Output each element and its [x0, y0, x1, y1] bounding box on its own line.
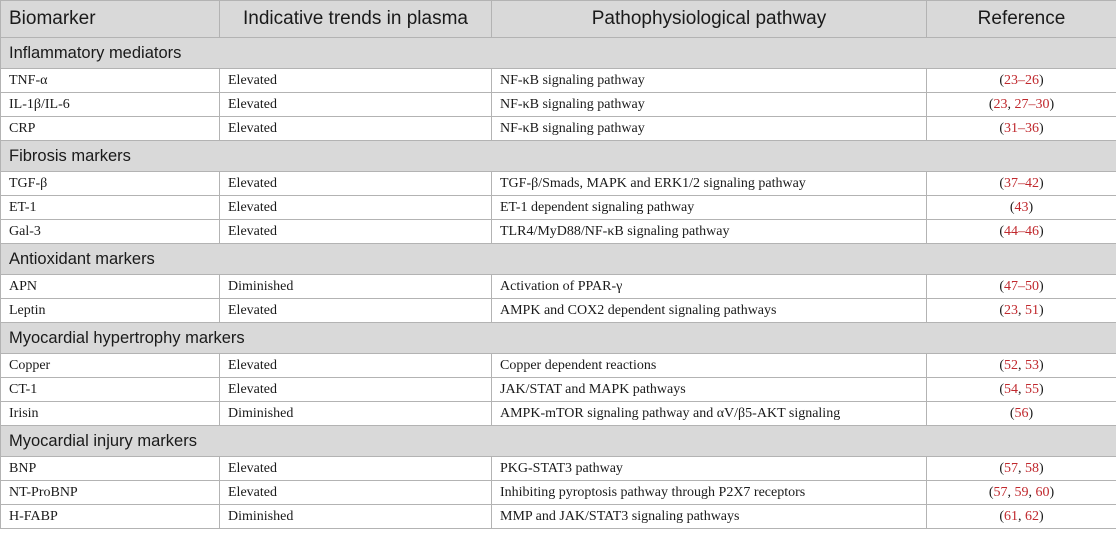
reference-link[interactable]: 44–46: [1004, 223, 1039, 239]
header-pathway: Pathophysiological pathway: [492, 1, 927, 38]
reference-cell: (56): [927, 402, 1116, 426]
section-title: Antioxidant markers: [1, 244, 1116, 275]
biomarker-cell: CRP: [1, 117, 220, 141]
pathway-cell: AMPK-mTOR signaling pathway and αV/β5-AKT signaling: [492, 402, 927, 426]
section-title: Inflammatory mediators: [1, 38, 1116, 69]
table-row: [1, 172, 1116, 196]
table-row: [1, 220, 1116, 244]
table-body: [1, 38, 1116, 529]
section-title: Myocardial hypertrophy markers: [1, 323, 1116, 354]
biomarker-cell: Irisin: [1, 402, 220, 426]
reference-cell: (43): [927, 196, 1116, 220]
pathway-cell: Copper dependent reactions: [492, 354, 927, 378]
reference-link[interactable]: 61: [1004, 508, 1018, 524]
section-row: [1, 141, 1116, 172]
reference-link[interactable]: 51: [1025, 302, 1039, 318]
reference-link[interactable]: 58: [1025, 460, 1039, 476]
pathway-cell: NF-κB signaling pathway: [492, 93, 927, 117]
pathway-cell: NF-κB signaling pathway: [492, 117, 927, 141]
trend-cell: Elevated: [220, 378, 492, 402]
biomarker-cell: H-FABP: [1, 505, 220, 529]
trend-cell: Elevated: [220, 481, 492, 505]
reference-link[interactable]: 23: [1004, 302, 1018, 318]
trend-cell: Elevated: [220, 172, 492, 196]
biomarker-cell: TNF-α: [1, 69, 220, 93]
reference-link[interactable]: 53: [1025, 357, 1039, 373]
pathway-cell: Activation of PPAR-γ: [492, 275, 927, 299]
biomarker-cell: NT-ProBNP: [1, 481, 220, 505]
pathway-cell: MMP and JAK/STAT3 signaling pathways: [492, 505, 927, 529]
header-row: [1, 1, 1116, 38]
trend-cell: Diminished: [220, 275, 492, 299]
reference-cell: (23–26): [927, 69, 1116, 93]
header-biomarker: Biomarker: [1, 1, 220, 38]
trend-cell: Elevated: [220, 299, 492, 323]
trend-cell: Elevated: [220, 354, 492, 378]
table-row: [1, 378, 1116, 402]
table-row: [1, 505, 1116, 529]
table-row: [1, 196, 1116, 220]
trend-cell: Elevated: [220, 196, 492, 220]
reference-cell: (61, 62): [927, 505, 1116, 529]
table-row: [1, 402, 1116, 426]
reference-cell: (47–50): [927, 275, 1116, 299]
table-row: [1, 354, 1116, 378]
trend-cell: Elevated: [220, 457, 492, 481]
biomarker-cell: Gal-3: [1, 220, 220, 244]
table-row: [1, 299, 1116, 323]
biomarker-cell: CT-1: [1, 378, 220, 402]
biomarker-cell: APN: [1, 275, 220, 299]
pathway-cell: NF-κB signaling pathway: [492, 69, 927, 93]
reference-link[interactable]: 31–36: [1004, 120, 1039, 136]
reference-link[interactable]: 23–26: [1004, 72, 1039, 88]
reference-cell: (52, 53): [927, 354, 1116, 378]
pathway-cell: ET-1 dependent signaling pathway: [492, 196, 927, 220]
table-row: [1, 481, 1116, 505]
header-trend: Indicative trends in plasma: [220, 1, 492, 38]
reference-link[interactable]: 54: [1004, 381, 1018, 397]
table-row: [1, 275, 1116, 299]
section-row: [1, 426, 1116, 457]
reference-link[interactable]: 55: [1025, 381, 1039, 397]
biomarker-cell: Copper: [1, 354, 220, 378]
pathway-cell: PKG-STAT3 pathway: [492, 457, 927, 481]
reference-link[interactable]: 23: [993, 96, 1008, 112]
table-row: [1, 457, 1116, 481]
biomarker-cell: TGF-β: [1, 172, 220, 196]
reference-link[interactable]: 57: [1004, 460, 1018, 476]
reference-cell: (57, 58): [927, 457, 1116, 481]
section-title: Myocardial injury markers: [1, 426, 1116, 457]
trend-cell: Diminished: [220, 402, 492, 426]
pathway-cell: TLR4/MyD88/NF-κB signaling pathway: [492, 220, 927, 244]
biomarker-cell: Leptin: [1, 299, 220, 323]
reference-link[interactable]: 62: [1025, 508, 1039, 524]
reference-cell: (23, 51): [927, 299, 1116, 323]
pathway-cell: Inhibiting pyroptosis pathway through P2X7 receptors: [492, 481, 927, 505]
reference-link[interactable]: 56: [1014, 405, 1029, 421]
trend-cell: Elevated: [220, 69, 492, 93]
reference-link[interactable]: 57: [993, 484, 1008, 500]
reference-link[interactable]: 52: [1004, 357, 1018, 373]
reference-link[interactable]: 47–50: [1004, 278, 1039, 294]
trend-cell: Elevated: [220, 93, 492, 117]
trend-cell: Elevated: [220, 117, 492, 141]
section-title: Fibrosis markers: [1, 141, 1116, 172]
trend-cell: Diminished: [220, 505, 492, 529]
biomarker-cell: IL-1β/IL-6: [1, 93, 220, 117]
section-row: [1, 38, 1116, 69]
reference-link[interactable]: 60: [1035, 484, 1050, 500]
table-header: [1, 1, 1116, 38]
table-row: [1, 117, 1116, 141]
section-row: [1, 323, 1116, 354]
reference-link[interactable]: 27–30: [1014, 96, 1050, 112]
reference-cell: (44–46): [927, 220, 1116, 244]
reference-cell: (37–42): [927, 172, 1116, 196]
biomarker-cell: ET-1: [1, 196, 220, 220]
section-row: [1, 244, 1116, 275]
reference-link[interactable]: 59: [1014, 484, 1029, 500]
table-row: [1, 93, 1116, 117]
table-row: [1, 69, 1116, 93]
pathway-cell: TGF-β/Smads, MAPK and ERK1/2 signaling pathway: [492, 172, 927, 196]
reference-link[interactable]: 37–42: [1004, 175, 1039, 191]
pathway-cell: AMPK and COX2 dependent signaling pathways: [492, 299, 927, 323]
trend-cell: Elevated: [220, 220, 492, 244]
reference-cell: (57, 59, 60): [927, 481, 1116, 505]
biomarker-cell: BNP: [1, 457, 220, 481]
pathway-cell: JAK/STAT and MAPK pathways: [492, 378, 927, 402]
reference-cell: (31–36): [927, 117, 1116, 141]
header-reference: Reference: [927, 1, 1116, 38]
reference-cell: (23, 27–30): [927, 93, 1116, 117]
reference-cell: (54, 55): [927, 378, 1116, 402]
reference-link[interactable]: 43: [1014, 199, 1029, 215]
